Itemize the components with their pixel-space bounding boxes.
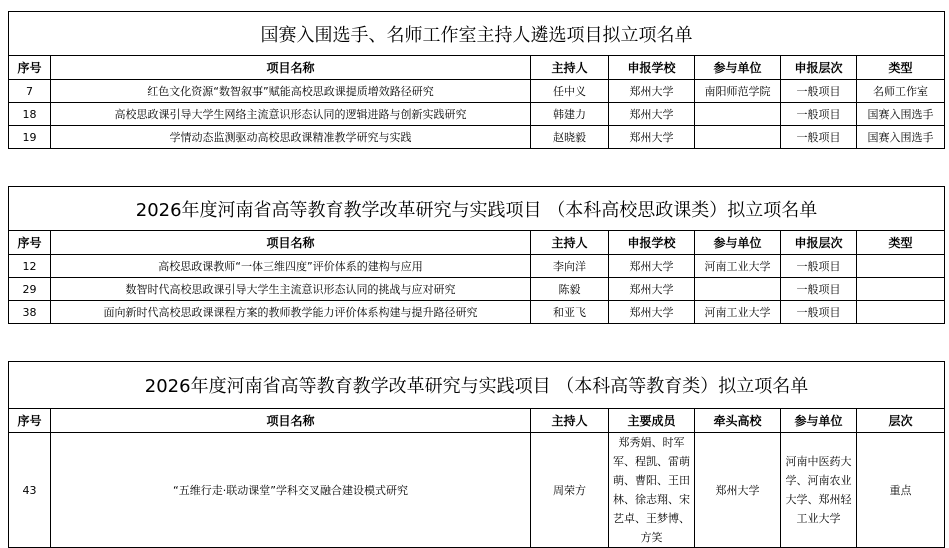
cell-level: 一般项目	[781, 301, 857, 324]
cell-project: 学情动态监测驱动高校思政课精准教学研究与实践	[51, 126, 531, 149]
cell-school: 郑州大学	[609, 255, 695, 278]
col-header-type: 类型	[857, 56, 945, 80]
table-higher-education	[8, 361, 945, 548]
table-row	[9, 103, 945, 126]
cell-index: 7	[9, 80, 51, 103]
col-header-partner: 参与单位	[781, 409, 857, 433]
header-row	[9, 56, 945, 80]
table-row	[9, 126, 945, 149]
cell-index: 12	[9, 255, 51, 278]
cell-school: 郑州大学	[609, 301, 695, 324]
col-header-level: 层次	[857, 409, 945, 433]
table-row	[9, 255, 945, 278]
col-header-school: 申报学校	[609, 231, 695, 255]
col-header-partner: 参与单位	[695, 231, 781, 255]
cell-level: 一般项目	[781, 80, 857, 103]
col-header-partner: 参与单位	[695, 56, 781, 80]
cell-leader: 赵晓毅	[531, 126, 609, 149]
cell-leader: 陈毅	[531, 278, 609, 301]
section-ideological-course	[8, 186, 944, 324]
header-row	[9, 409, 945, 433]
cell-project: 面向新时代高校思政课课程方案的教师教学能力评价体系构建与提升路径研究	[51, 301, 531, 324]
cell-school: 郑州大学	[609, 126, 695, 149]
col-header-project: 项目名称	[51, 56, 531, 80]
table-row	[9, 278, 945, 301]
cell-index: 29	[9, 278, 51, 301]
cell-index: 38	[9, 301, 51, 324]
col-header-index: 序号	[9, 231, 51, 255]
cell-level: 重点	[857, 433, 945, 548]
cell-project: 红色文化资源“数智叙事”赋能高校思政课提质增效路径研究	[51, 80, 531, 103]
col-header-school: 申报学校	[609, 56, 695, 80]
cell-partner: 南阳师范学院	[695, 80, 781, 103]
col-header-members: 主要成员	[609, 409, 695, 433]
cell-level: 一般项目	[781, 126, 857, 149]
col-header-project: 项目名称	[51, 231, 531, 255]
col-header-leader: 主持人	[531, 231, 609, 255]
col-header-leader: 主持人	[531, 409, 609, 433]
table-title: 国赛入围选手、名师工作室主持人遴选项目拟立项名单	[9, 12, 945, 56]
cell-type: 国赛入围选手	[857, 103, 945, 126]
cell-type	[857, 278, 945, 301]
cell-members: 郑秀娟、时军军、程凯、雷萌萌、曹阳、王田林、徐志翔、宋艺卓、王梦博、方笑	[609, 433, 695, 548]
cell-leader: 周荣方	[531, 433, 609, 548]
cell-index: 19	[9, 126, 51, 149]
col-header-level: 申报层次	[781, 56, 857, 80]
section-higher-education	[8, 361, 944, 548]
cell-type: 国赛入围选手	[857, 126, 945, 149]
cell-partner: 河南中医药大学、河南农业大学、郑州轻工业大学	[781, 433, 857, 548]
cell-project: 数智时代高校思政课引导大学生主流意识形态认同的挑战与应对研究	[51, 278, 531, 301]
cell-partner	[695, 103, 781, 126]
cell-leader: 李向洋	[531, 255, 609, 278]
cell-partner	[695, 278, 781, 301]
col-header-leader: 主持人	[531, 56, 609, 80]
table-national-contest	[8, 11, 945, 149]
cell-partner: 河南工业大学	[695, 255, 781, 278]
table-row	[9, 433, 945, 548]
cell-level: 一般项目	[781, 255, 857, 278]
table-title: 2026年度河南省高等教育教学改革研究与实践项目 （本科高等教育类）拟立项名单	[9, 362, 945, 409]
cell-lead-school: 郑州大学	[695, 433, 781, 548]
cell-leader: 任中义	[531, 80, 609, 103]
table-ideological-course	[8, 186, 945, 324]
cell-partner: 河南工业大学	[695, 301, 781, 324]
col-header-level: 申报层次	[781, 231, 857, 255]
cell-level: 一般项目	[781, 103, 857, 126]
cell-project: 高校思政课教师“一体三维四度”评价体系的建构与应用	[51, 255, 531, 278]
col-header-index: 序号	[9, 409, 51, 433]
col-header-project: 项目名称	[51, 409, 531, 433]
table-title: 2026年度河南省高等教育教学改革研究与实践项目 （本科高校思政课类）拟立项名单	[9, 187, 945, 231]
cell-leader: 韩建力	[531, 103, 609, 126]
cell-index: 18	[9, 103, 51, 126]
cell-school: 郑州大学	[609, 103, 695, 126]
cell-partner	[695, 126, 781, 149]
cell-school: 郑州大学	[609, 278, 695, 301]
cell-type	[857, 255, 945, 278]
section-national-contest	[8, 11, 944, 149]
cell-school: 郑州大学	[609, 80, 695, 103]
col-header-lead-school: 牵头高校	[695, 409, 781, 433]
cell-project: “五维行走·联动课堂”学科交叉融合建设模式研究	[51, 433, 531, 548]
cell-level: 一般项目	[781, 278, 857, 301]
table-row	[9, 301, 945, 324]
cell-type: 名师工作室	[857, 80, 945, 103]
col-header-type: 类型	[857, 231, 945, 255]
cell-index: 43	[9, 433, 51, 548]
cell-project: 高校思政课引导大学生网络主流意识形态认同的逻辑进路与创新实践研究	[51, 103, 531, 126]
col-header-index: 序号	[9, 56, 51, 80]
cell-type	[857, 301, 945, 324]
cell-leader: 和亚飞	[531, 301, 609, 324]
header-row	[9, 231, 945, 255]
table-row	[9, 80, 945, 103]
